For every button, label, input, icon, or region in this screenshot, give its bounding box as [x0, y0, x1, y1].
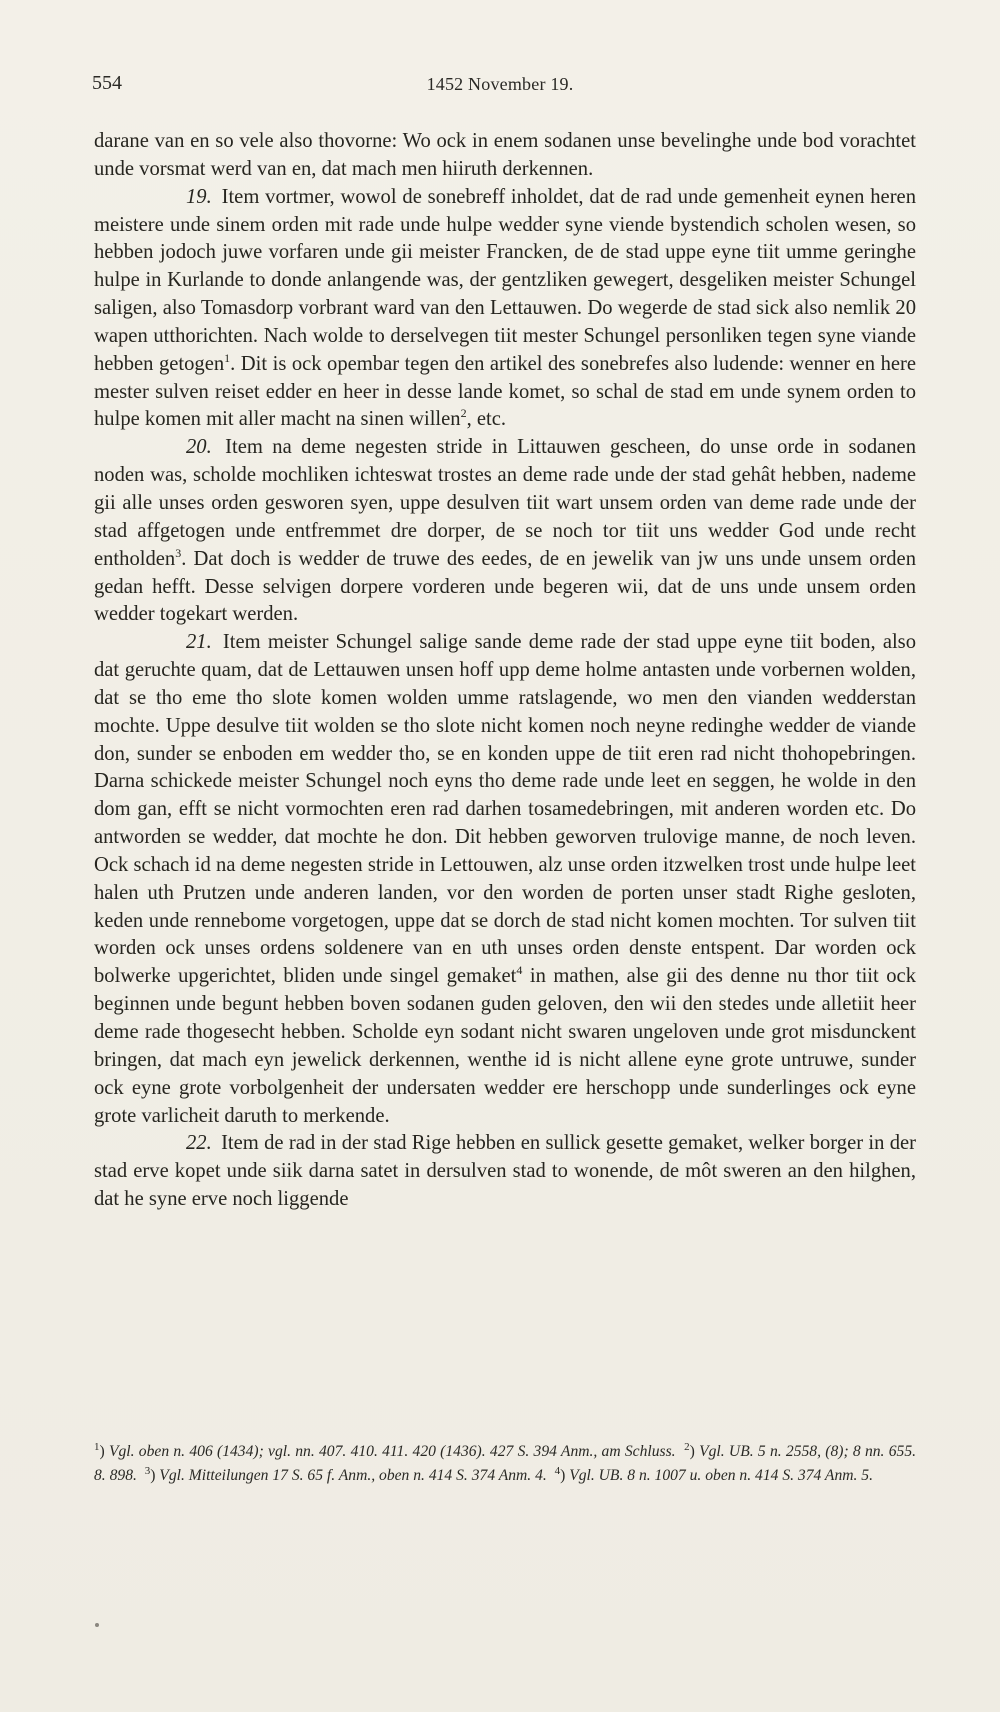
footnote-paren: ) [150, 1467, 156, 1484]
paragraph-text: , etc. [466, 408, 507, 431]
footnote-marker: 3 [144, 1465, 151, 1477]
footnote-3: Vgl. Mitteilungen 17 S. 65 f. Anm., oben n. 414 S. 374 Anm. 4. [159, 1467, 547, 1484]
footnote-2: Vgl. UB. 5 n. 2558, (8); 8 nn. 655. 8. 898. [94, 1443, 917, 1484]
paragraph-text: Item na deme negesten stride in Littauwen gescheen, do unse orde in sodanen noden was, scholde mochliken ichteswat trostes an deme rade unde der stad gehât hebben, nademe gii alle unses orden gesworen syen, uppe desulven tiit wart unsem orden van deme rade unde der stad affgetogen unde entfremmet dre dorper, de se noch tor tiit uns wedder God unde recht entholden [94, 436, 916, 570]
paragraph-number: 21. [186, 631, 212, 654]
footnote-marker: 1 [94, 1441, 100, 1453]
paragraph-text: Item meister Schungel salige sande deme rade der stad uppe eyne tiit boden, also dat geruchte quam, dat de Lettauwen unsen hoff upp deme holme antasten unde vorbernen wolden, dat se tho eme tho slote komen wolden umme ratslagende, wo men den vianden wedderstan mochte. Uppe desulve tiit wolden se tho slote nicht komen noch neyne redinghe wedder de viande don, sunder se enboden em wedder tho, se en konden uppe de tiit eren rad nicht thohopebringen. Darna schickede meister Schungel noch eyns tho deme rade unde leet en seggen, he wolde in den dom gan, efft se nicht vormochten eren rad darhen tosamedebringen, mit anderen worden etc. Do antworden se wedder, dat mochte he don. Dit hebben geworven trulovige manne, de noch leven. Ock schach id na deme negesten stride in Lettouwen, alz unse orden itzwelken trost unde hulpe leet halen uth Prutzen unde anderen landen, vor den worden de porten unser stadt Righe gesloten, keden unde rennebome vorgetogen, uppe dat se dorch de stad nicht komen mochten. Tor sulven tiit worden ock unses ordens soldenere van en uth unses orden denste entspent. Dar worden ock bolwerke upgerichtet, bliden unde singel gemaket [94, 631, 916, 988]
footnote-paren: ) [99, 1443, 105, 1460]
paragraph-text: darane van en so vele also thovorne: Wo ock in enem sodanen unse bevelinghe unde bod vorachtet unde vorsmat werd van en, dat mach men hiiruth derkennen. [94, 130, 916, 180]
paragraph-20 [94, 434, 916, 629]
paragraph-text: in mathen, alse gii des denne nu thor tiit ock beginnen unde begunt hebben boven sodanen guden geloven, den wii den stedes unde alletiit heer deme rade thogesecht hebben. Scholde eyn sodant nicht swaren ungeloven unde grot misdunckent bringen, dat mach eyn jewelick derkennen, wenthe id is nicht allene eyne grote untruwe, sunder ock eyne grote vorbolgenheit der undersaten wedder ere herschopp unde sunderlinges ock eyne grote varlicheit daruth to merkende. [94, 965, 916, 1127]
paragraph-number: 20. [186, 436, 212, 459]
footnotes [94, 1440, 916, 1488]
paragraph-22 [94, 1130, 916, 1214]
paragraph-intro [94, 128, 916, 184]
page-blemish [95, 1623, 99, 1627]
footnote-1: Vgl. oben n. 406 (1434); vgl. nn. 407. 410. 411. 420 (1436). 427 S. 394 Anm., am Schluss. [108, 1443, 676, 1460]
footnote-reference: 4 [516, 963, 523, 978]
footnote-reference: 1 [224, 350, 231, 365]
paragraph-19 [94, 184, 916, 435]
paragraph-number: 19. [186, 185, 212, 208]
footnote-marker: 4 [554, 1465, 561, 1477]
paragraph-text: Item vortmer, wowol de sonebreff inholdet, dat de rad unde gemenheit eynen heren meistere unde sinem orden mit rade unde hulpe wedder syne viende bystendich scholen wesen, so hebben jodoch juwe vorfaren unde gii meister Francken, de de stad uppe eyne tiit umme geringhe hulpe in Kurlande to donde anlangende was, der gentzliken gewegert, desgeliken meister Schungel saligen, also Tomasdorp vorbrant ward van den Lettauwen. Do wegerde de stad sick also nemlik 20 wapen utthorichten. Nach wolde to derselvegen tiit mester Schungel personliken tegen syne viande hebben getogen [94, 185, 916, 375]
footnote-paren: ) [689, 1443, 695, 1460]
page-number: 554 [92, 72, 122, 94]
paragraph-21 [94, 629, 916, 1130]
paragraph-text: . Dit is ock opembar tegen den artikel des sonebrefes also ludende: wenner en here mester sulven reiset edder en heer in desse lande komet, so schal de stad em unde synem orden to hulpe komen mit aller macht na sinen willen [94, 352, 917, 431]
footnote-reference: 3 [175, 545, 182, 560]
footnote-marker: 2 [684, 1441, 690, 1453]
footnote-4: Vgl. UB. 8 n. 1007 u. oben n. 414 S. 374 Anm. 5. [569, 1467, 873, 1484]
paragraph-text: Item de rad in der stad Rige hebben en sullick gesette gemaket, welker borger in der stad erve kopet unde siik darna satet in dersulven stad to wonende, de môt sweren an den hilghen, dat he syne erve noch liggende [94, 1132, 916, 1211]
footnote-reference: 2 [460, 406, 467, 421]
body-text [94, 128, 916, 1214]
running-head: 1452 November 19. [426, 74, 574, 94]
paragraph-text: . Dat doch is wedder de truwe des eedes, de en jewelik van jw uns unde unsem orden gedan hefft. Desse selvigen dorpere vorderen unde begeren wii, dat de uns unde unsem orden wedder togekart werden. [94, 547, 916, 626]
footnote-paren: ) [560, 1467, 566, 1484]
paragraph-number: 22. [186, 1132, 212, 1155]
